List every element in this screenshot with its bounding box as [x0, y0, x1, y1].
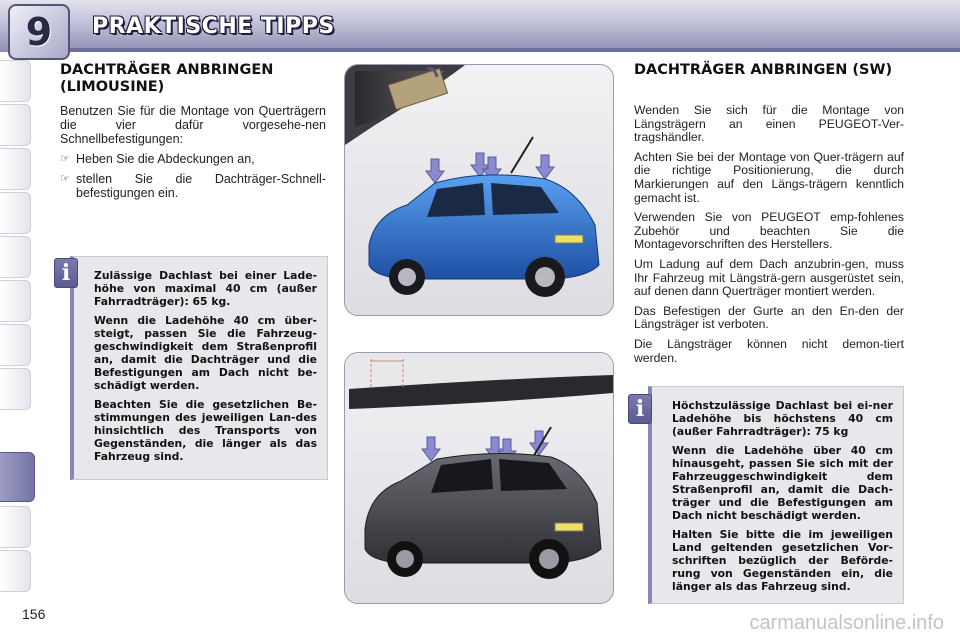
- photo-sw-roof: [344, 352, 614, 604]
- chapter-tab[interactable]: [0, 236, 31, 278]
- info-paragraph: Beachten Sie die gesetzlichen Be-stimmungen des jeweiligen Lan-des hinsichtlich des Transports von Gegenständen, die länger als das Fahrzeug sind.: [94, 398, 317, 463]
- info-icon: i: [54, 258, 78, 288]
- right-paragraph: Um Ladung auf dem Dach anzubrin-gen, muss Ihr Fahrzeug mit Längsträ-gern ausgerüstet sein, auf denen dann Querträger montiert werden.: [634, 256, 904, 299]
- right-body: [634, 104, 904, 371]
- info-box-sw: [648, 386, 904, 604]
- chapter-tab-active[interactable]: [0, 452, 35, 502]
- list-item: ☞ stellen Sie die Dachträger-Schnell-befestigungen ein.: [60, 172, 326, 200]
- chapter-tab[interactable]: [0, 104, 31, 146]
- watermark: carmanualsonline.info: [749, 612, 944, 634]
- chapter-badge: 9: [8, 4, 70, 60]
- info-paragraph: Höchstzulässige Dachlast bei ei-ner Ladehöhe bis höchstens 40 cm (außer Fahrradträger): 75 kg: [672, 399, 893, 438]
- info-icon: i: [628, 394, 652, 424]
- right-paragraph: Verwenden Sie von PEUGEOT emp-fohlenes Zubehör und beachten Sie die Montagevorschriften des Herstellers.: [634, 210, 904, 252]
- info-paragraph: Wenn die Ladehöhe über 40 cm hinausgeht, passen Sie sich mit der Fahrzeuggeschwindigkeit dem Straßenprofil an, damit die Dach-träger und die Befestigungen am Dach nicht beschädigt werden.: [672, 444, 893, 522]
- chapter-tab[interactable]: [0, 324, 31, 366]
- info-box-limousine: [70, 256, 328, 480]
- pointing-hand-icon: ☞: [60, 173, 70, 185]
- right-paragraph: Das Befestigen der Gurte an den En-den der Längsträger ist verboten.: [634, 303, 904, 332]
- car-illustration-grey: [345, 353, 613, 603]
- right-paragraph: Wenden Sie sich für die Montage von Längsträgern an einen PEUGEOT-Ver-tragshändler.: [634, 103, 904, 145]
- chapter-tab[interactable]: [0, 192, 31, 234]
- photo-limousine-roof: [344, 64, 614, 316]
- left-body: [60, 104, 326, 206]
- right-paragraph: Die Längsträger können nicht demon-tiert werden.: [634, 336, 904, 365]
- info-paragraph: Zulässige Dachlast bei einer Lade-höhe von maximal 40 cm (außer Fahrradträger): 65 kg.: [94, 269, 317, 308]
- chapter-tab[interactable]: [0, 550, 31, 592]
- pointing-hand-icon: ☞: [60, 153, 70, 165]
- list-item: ☞ Heben Sie die Abdeckungen an,: [60, 152, 255, 166]
- right-paragraph: Achten Sie bei der Montage von Quer-trägern auf die richtige Positionierung, die durch Markierungen auf den Längs-trägern kenntlich gemacht ist.: [634, 149, 904, 205]
- header-underline: [70, 48, 960, 52]
- section-title-limousine: DACHTRÄGER ANBRINGEN (LIMOUSINE): [60, 62, 274, 95]
- chapter-tab[interactable]: [0, 148, 31, 190]
- page-number: 156: [22, 606, 46, 622]
- car-illustration-blue: [345, 65, 613, 315]
- chapter-tab[interactable]: [0, 506, 31, 548]
- info-paragraph: Halten Sie bitte die im jeweiligen Land geltenden gesetzlichen Vor-schriften bezüglich der Beförde-rung von Gegenständen ein, die länger als das Fahrzeug sind.: [672, 528, 893, 593]
- info-paragraph: Wenn die Ladehöhe 40 cm über-steigt, passen Sie die Fahrzeug-geschwindigkeit dem Straßenprofil an, damit die Dachträger und die Befestigungen am Dach nicht be-schädigt werden.: [94, 314, 317, 392]
- left-intro: Benutzen Sie für die Montage von Querträgern die vier dafür vorgesehe-nen Schnellbefestigungen:: [60, 104, 326, 146]
- chapter-tab-rail: [0, 60, 36, 580]
- section-title-sw: DACHTRÄGER ANBRINGEN (SW): [634, 62, 893, 78]
- chapter-tab[interactable]: [0, 280, 31, 322]
- chapter-tab[interactable]: [0, 60, 31, 102]
- chapter-tab[interactable]: [0, 368, 31, 410]
- page-title: PRAKTISCHE TIPPS: [92, 14, 335, 39]
